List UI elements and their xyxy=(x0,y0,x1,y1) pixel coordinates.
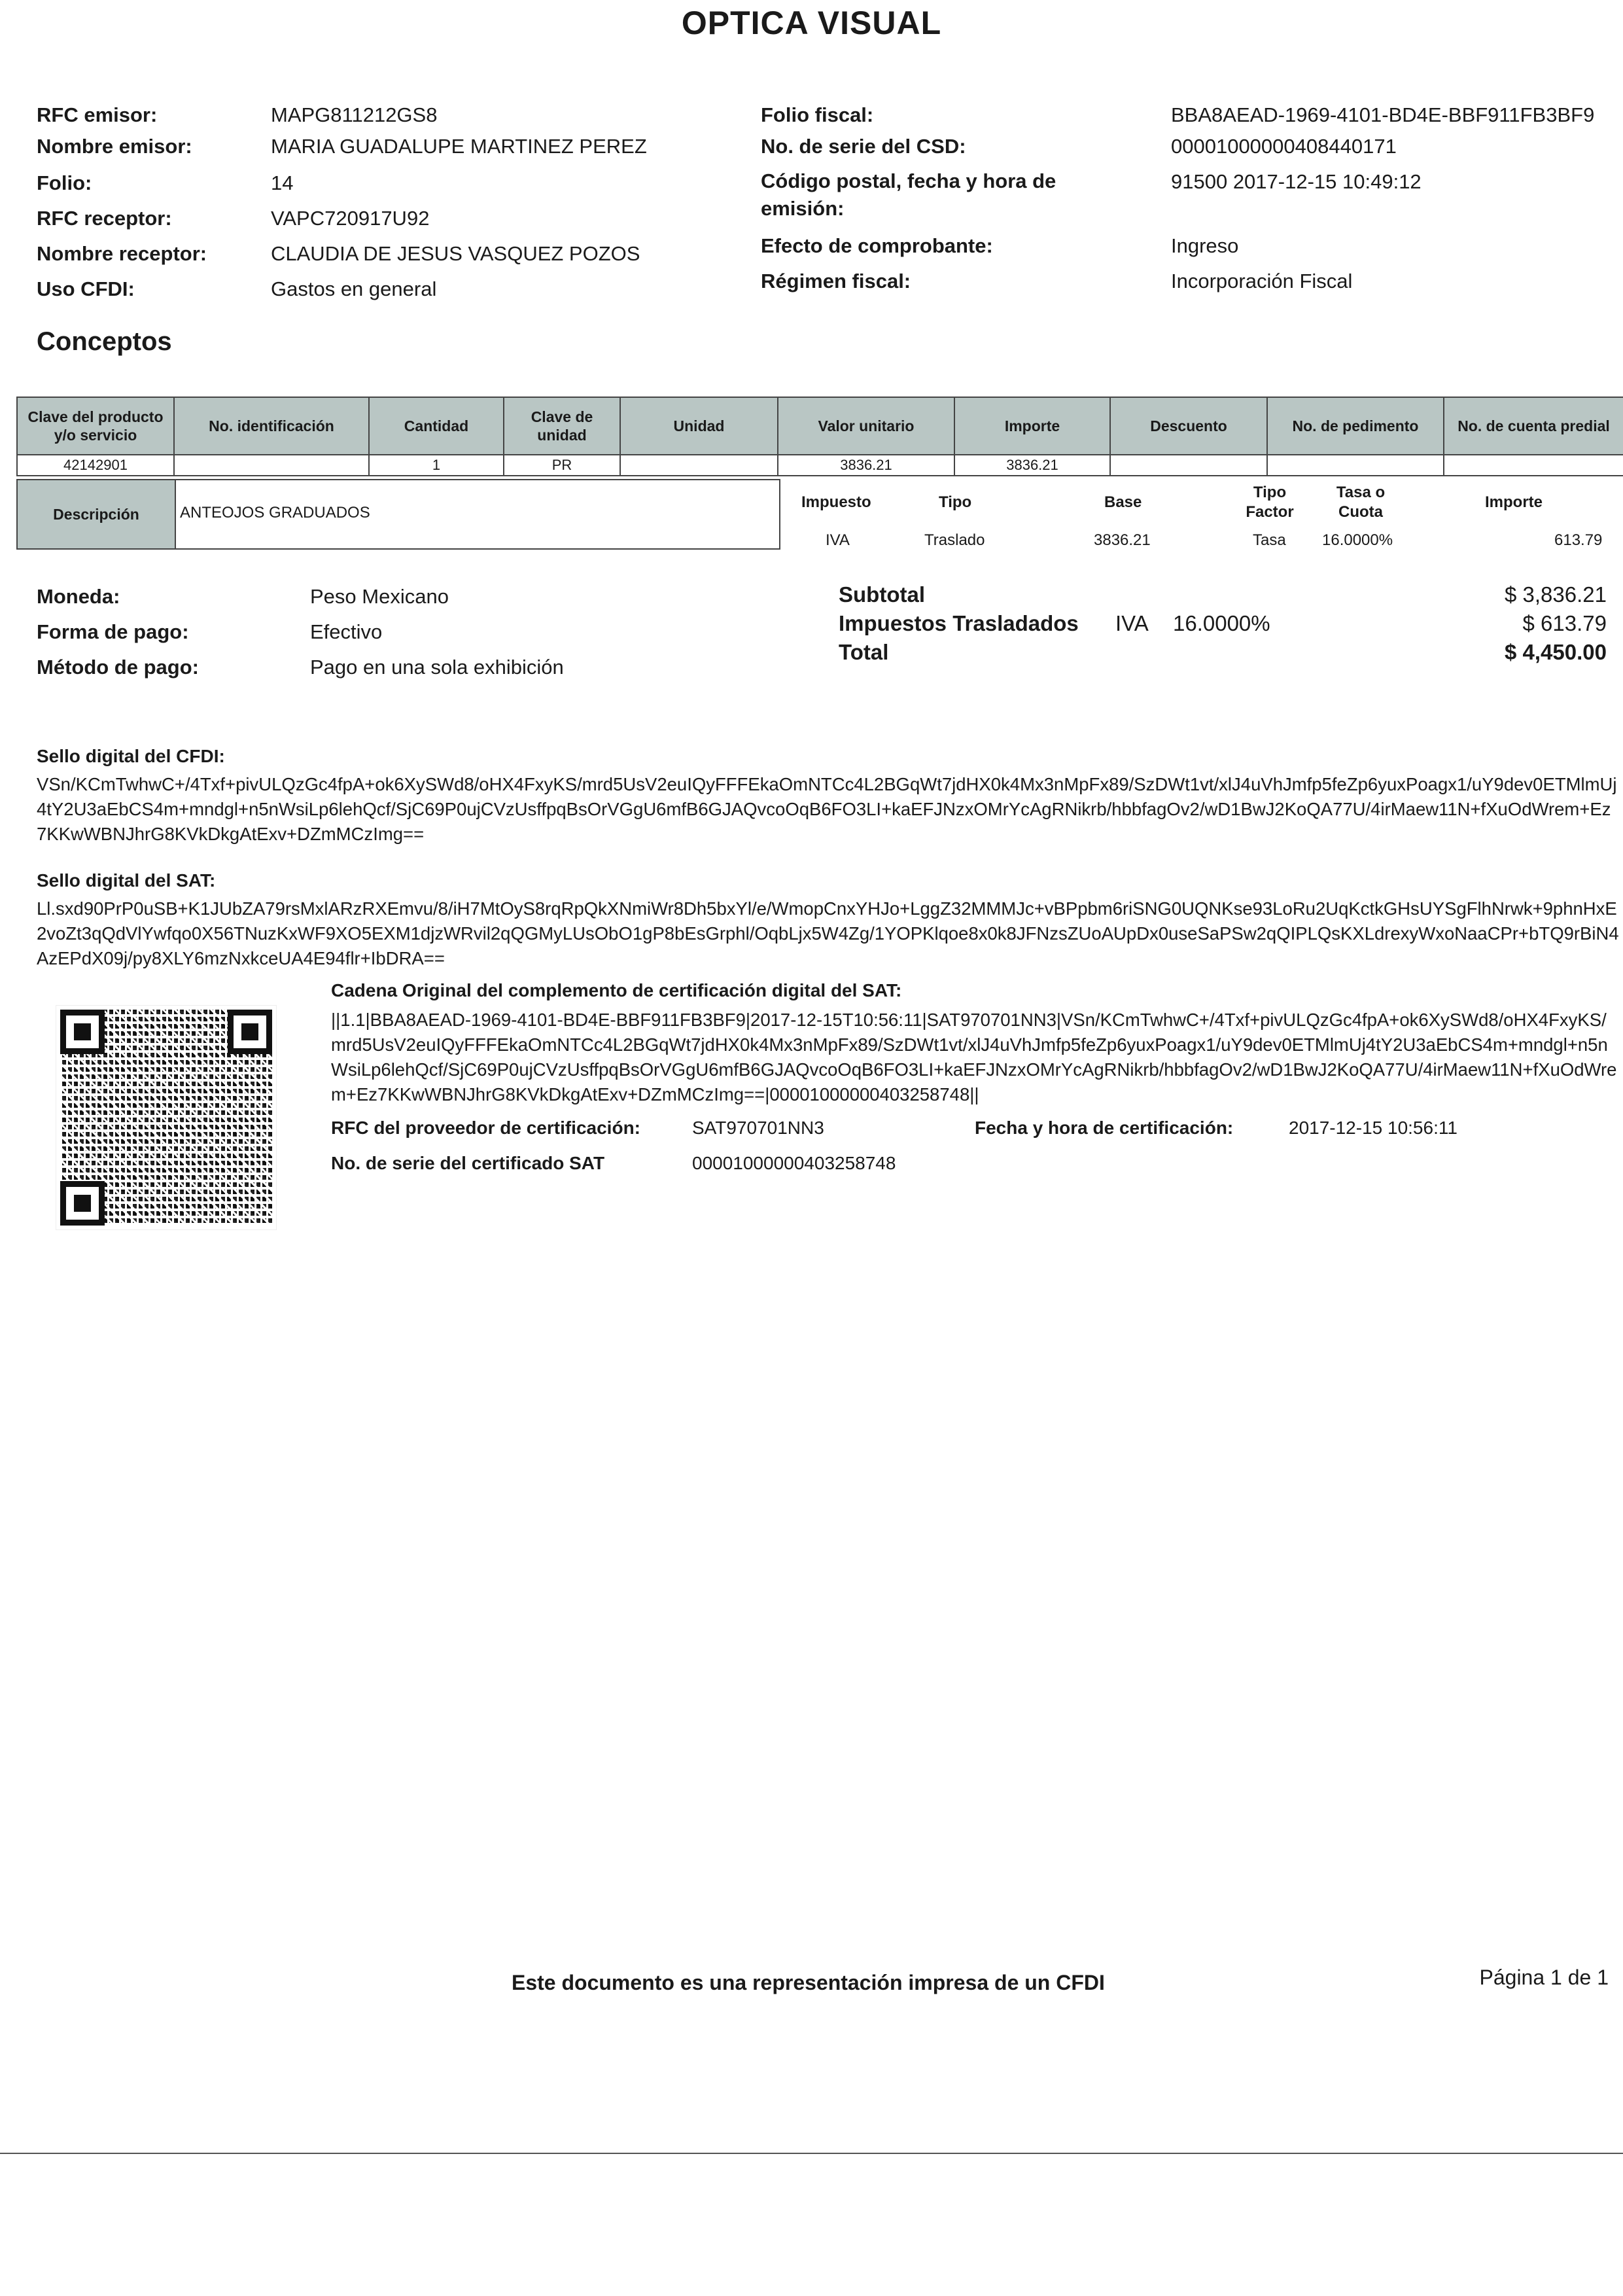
col-clave-unidad: Clave de unidad xyxy=(504,397,620,455)
rfc-receptor-label: RFC receptor: xyxy=(37,207,172,230)
cadena-label: Cadena Original del complemento de certificación digital del SAT: xyxy=(331,980,902,1000)
total-value: $ 4,450.00 xyxy=(1505,640,1607,664)
serie-csd-value: 00001000000408440171 xyxy=(1171,135,1397,158)
col-importe: Importe xyxy=(954,397,1110,455)
conceptos-heading: Conceptos xyxy=(37,327,172,356)
rfc-proveedor-value: SAT970701NN3 xyxy=(692,1118,824,1138)
cp-fecha-label: Código postal, fecha y hora de emisión: xyxy=(761,169,1056,220)
qr-finder-icon xyxy=(60,1181,105,1226)
col-no-identificacion: No. identificación xyxy=(174,397,369,455)
col-no-pedimento: No. de pedimento xyxy=(1267,397,1444,455)
nombre-emisor-value: MARIA GUADALUPE MARTINEZ PEREZ xyxy=(271,135,647,158)
cell-cantidad: 1 xyxy=(369,455,504,476)
tax-head-importe: Importe xyxy=(1485,493,1543,511)
tax-cell-base: 3836.21 xyxy=(1094,531,1151,549)
sello-sat-label: Sello digital del SAT: xyxy=(37,870,216,891)
tax-head-impuesto: Impuesto xyxy=(801,493,871,511)
fecha-certificacion-label: Fecha y hora de certificación: xyxy=(975,1118,1234,1138)
subtotal-label: Subtotal xyxy=(839,582,925,607)
folio-label: Folio: xyxy=(37,171,92,194)
sello-sat-value: Ll.sxd90PrP0uSB+K1JUbZA79rsMxlARzRXEmvu/8/iH7MtOyS8rqRpQkXNmiWr8Dh5bxYl/e/WmopCnxYHJo+LggZ32MMMJc+vBPpbm6riSNG0UQNKse93LoRu2UqKctkGHsUYSgFlhNrwk+9phnHxE2voZt3qQdVlYwfqo0X56TNuzKxWF9XO5EXM1djzWRvil2qQGMyLUsObO1gP8bEsGrphl/OqbLjx5W4Zg/1YOPKlqoe8x0k8JFNzsZUoAUpDx0useSaPSw2qQIPLQsKXLdrexyWxoNaaCPr+bTQ9rBiN4AzEPdX09j/py8XLY6mzNxkceUA4E94flr+IbDRA== xyxy=(37,898,1619,968)
tax-head-base: Base xyxy=(1104,493,1142,511)
tax-head-tipo: Tipo xyxy=(939,493,972,511)
metodo-pago-value: Pago en una sola exhibición xyxy=(310,656,564,679)
regimen-label: Régimen fiscal: xyxy=(761,270,911,292)
col-descuento: Descuento xyxy=(1110,397,1267,455)
cell-no-pedimento xyxy=(1267,455,1444,476)
col-clave-producto: Clave del producto y/o servicio xyxy=(17,397,174,455)
rfc-proveedor-label: RFC del proveedor de certificación: xyxy=(331,1118,640,1138)
moneda-value: Peso Mexicano xyxy=(310,585,449,608)
folio-fiscal-value: BBA8AEAD-1969-4101-BD4E-BBF911FB3BF9 xyxy=(1171,103,1595,126)
tax-cell-importe: 613.79 xyxy=(1554,531,1603,549)
cell-clave-unidad: PR xyxy=(504,455,620,476)
efecto-label: Efecto de comprobante: xyxy=(761,234,993,257)
col-cuenta-predial: No. de cuenta predial xyxy=(1444,397,1623,455)
tax-head-tasa-cuota: Tasa o Cuota xyxy=(1336,484,1386,521)
cell-descuento xyxy=(1110,455,1267,476)
tax-cell-impuesto: IVA xyxy=(826,531,850,549)
cadena-value: ||1.1|BBA8AEAD-1969-4101-BD4E-BBF911FB3BF9|2017-12-15T10:56:11|SAT970701NN3|VSn/KCmTwhwC+/4Txf+pivULQzGc4fpA+ok6XySWd8/oHX4FxyKS/mrd5UsV2euIQyFFFEkaOmNTCc4L2BGqWt7jdHX0k4Mx3nMpFx89/SzDWt1vt/xlJ4uVhJmfp5feZp6yuxPoagx1/uY9dev0ETMlmUj4tY2U3aEbCS4m+mndgl+n5nWsiLp6lehQcf/SjC69P0ujCVzUsffpqBsOrVGgU6mfB6GJAQvcoOqB6FO3LI+kaEFJNzxOMrYcAgRNikrb/hbbfagOv2/wD1BwJ2KoQA77U/4irMaew11N+fXuOdWrem+Ez7KKwWBNJhrG8KVkDkgAtExv+DZmMCzImg==|00001000000403258748|| xyxy=(331,1010,1617,1104)
efecto-value: Ingreso xyxy=(1171,234,1239,257)
col-valor-unitario: Valor unitario xyxy=(778,397,954,455)
document-title: OPTICA VISUAL xyxy=(681,5,942,41)
cell-no-identificacion xyxy=(174,455,369,476)
folio-fiscal-label: Folio fiscal: xyxy=(761,103,874,126)
uso-cfdi-value: Gastos en general xyxy=(271,277,437,300)
col-unidad: Unidad xyxy=(620,397,778,455)
fecha-certificacion-value: 2017-12-15 10:56:11 xyxy=(1289,1118,1457,1138)
descripcion-box xyxy=(16,479,780,550)
tax-cell-tasa: 16.0000% xyxy=(1322,531,1393,549)
serie-sat-label: No. de serie del certificado SAT xyxy=(331,1153,605,1173)
forma-pago-value: Efectivo xyxy=(310,620,383,643)
total-label: Total xyxy=(839,640,889,664)
subtotal-value: $ 3,836.21 xyxy=(1505,582,1607,607)
nombre-receptor-label: Nombre receptor: xyxy=(37,242,207,265)
metodo-pago-label: Método de pago: xyxy=(37,656,199,679)
rfc-emisor-value: MAPG811212GS8 xyxy=(271,103,438,126)
col-cantidad: Cantidad xyxy=(369,397,504,455)
cell-importe: 3836.21 xyxy=(954,455,1110,476)
rfc-emisor-label: RFC emisor: xyxy=(37,103,158,126)
nombre-emisor-label: Nombre emisor: xyxy=(37,135,192,158)
cell-clave-producto: 42142901 xyxy=(17,455,174,476)
descripcion-label: Descripción xyxy=(18,480,176,548)
moneda-label: Moneda: xyxy=(37,585,120,608)
table-row xyxy=(17,455,1623,476)
cell-valor-unitario: 3836.21 xyxy=(778,455,954,476)
page-divider xyxy=(0,2153,1623,2154)
impuestos-label: Impuestos Trasladados xyxy=(839,611,1079,635)
qr-finder-icon xyxy=(228,1010,272,1054)
sello-cfdi-value: VSn/KCmTwhwC+/4Txf+pivULQzGc4fpA+ok6XySWd8/oHX4FxyKS/mrd5UsV2euIQyFFFEkaOmNTCc4L2BGqWt7jdHX0k4Mx3nMpFx89/SzDWt1vt/xlJ4uVhJmfp5feZp6yuxPoagx1/uY9dev0ETMlmUj4tY2U3aEbCS4m+mndgl+n5nWsiLp6lehQcf/SjC69P0ujCVzUsffpqBsOrVGgU6mfB6GJAQvcoOqB6FO3LI+kaEFJNzxOMrYcAgRNikrb/hbbfagOv2/wD1BwJ2KoQA77U/4irMaew11N+fXuOdWrem+Ez7KKwWBNJhrG8KVkDkgAtExv+DZmMCzImg== xyxy=(37,774,1617,844)
cell-cuenta-predial xyxy=(1444,455,1623,476)
serie-csd-label: No. de serie del CSD: xyxy=(761,135,966,158)
uso-cfdi-label: Uso CFDI: xyxy=(37,277,135,300)
page-number: Página 1 de 1 xyxy=(1479,1966,1609,1989)
impuestos-tasa: 16.0000% xyxy=(1173,611,1270,635)
serie-sat-value: 00001000000403258748 xyxy=(692,1153,896,1173)
folio-value: 14 xyxy=(271,171,294,194)
tax-cell-tipo: Traslado xyxy=(924,531,985,549)
tax-head-tipo-factor: Tipo Factor xyxy=(1246,484,1294,521)
conceptos-table xyxy=(16,397,1623,476)
qr-finder-icon xyxy=(60,1010,105,1054)
qr-code-icon xyxy=(56,1006,276,1229)
sello-cfdi-label: Sello digital del CFDI: xyxy=(37,746,225,766)
footer-leyenda: Este documento es una representación impresa de un CFDI xyxy=(512,1971,1105,1994)
nombre-receptor-value: CLAUDIA DE JESUS VASQUEZ POZOS xyxy=(271,242,640,265)
forma-pago-label: Forma de pago: xyxy=(37,620,189,643)
cell-unidad xyxy=(620,455,778,476)
impuestos-tipo: IVA xyxy=(1115,611,1149,635)
cp-fecha-value: 91500 2017-12-15 10:49:12 xyxy=(1171,170,1422,193)
descripcion-value: ANTEOJOS GRADUADOS xyxy=(180,504,370,521)
rfc-receptor-value: VAPC720917U92 xyxy=(271,207,430,230)
tax-cell-tipo-factor: Tasa xyxy=(1253,531,1286,549)
impuestos-value: $ 613.79 xyxy=(1522,611,1607,635)
regimen-value: Incorporación Fiscal xyxy=(1171,270,1353,292)
